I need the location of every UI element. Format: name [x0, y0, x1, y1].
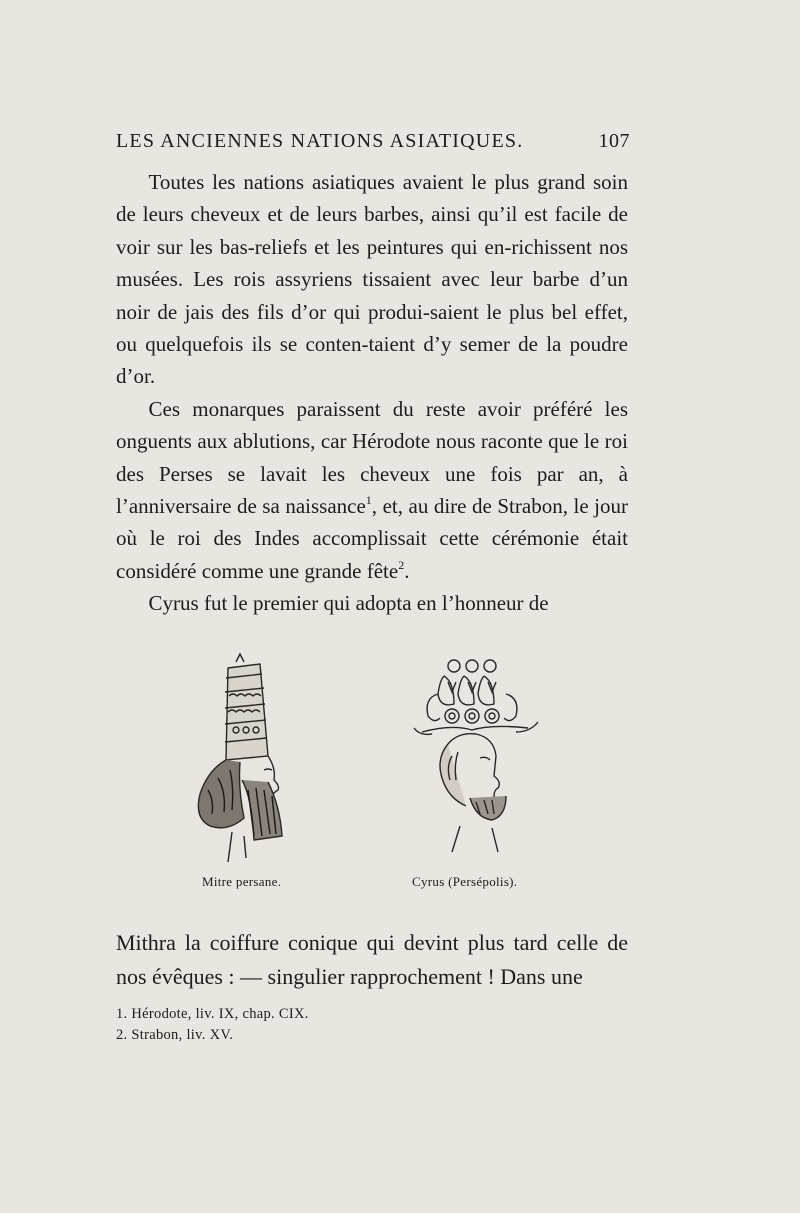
caption-cyrus: Cyrus (Persépolis). [412, 874, 518, 889]
footnote-ref-2: 2 [398, 557, 405, 572]
running-header [116, 130, 630, 158]
running-title: LES ANCIENNES NATIONS ASIATIQUES. [116, 130, 524, 152]
paragraph-continuation: Mithra la coiffure conique qui devint plus tard celle de nos évêques : — singulier rapprochement ! Dans une [116, 930, 628, 989]
paragraph-3: Cyrus fut le premier qui adopta en l’honneur de [148, 591, 549, 616]
figures [116, 650, 630, 900]
continuation-text [116, 926, 628, 994]
footnote-ref-1: 1 [365, 493, 372, 508]
figure-cyrus [408, 650, 558, 889]
persian-mitre-illustration [184, 650, 314, 865]
footnote-1: 1. Hérodote, liv. IX, chap. CIX. [116, 1006, 309, 1022]
footnotes [116, 1004, 616, 1046]
page-number: 107 [598, 130, 630, 152]
figure-mitre [184, 650, 314, 889]
paragraph-1: Toutes les nations asiatiques avaient le plus grand soin de leurs cheveux et de leurs barbes, ainsi qu’il est facile de voir sur les bas-reliefs et les peintures qui en-richissent nos musées. Les rois assyriens tissaient avec leur barbe d’un noir de jais des fils d’or qui produi-saient le plus bel effet, ou quelquefois ils se conten-taient d’y semer de la poudre d’or. [116, 170, 628, 389]
caption-mitre: Mitre persane. [202, 874, 282, 889]
main-text [116, 166, 628, 620]
paragraph-2: Ces monarques paraissent du reste avoir préféré les onguents aux ablutions, car Hérodote nous raconte que le roi des Perses se lavait les cheveux une fois par an, à l’anniversaire de sa naissance$^1$, et, au dire de Strabon, le jour où le roi des Indes accomplissait cette cérémonie était considéré comme une grande fête$^2$. [116, 396, 628, 583]
cyrus-crown-illustration [408, 650, 558, 865]
footnote-2: 2. Strabon, liv. XV. [116, 1027, 234, 1043]
